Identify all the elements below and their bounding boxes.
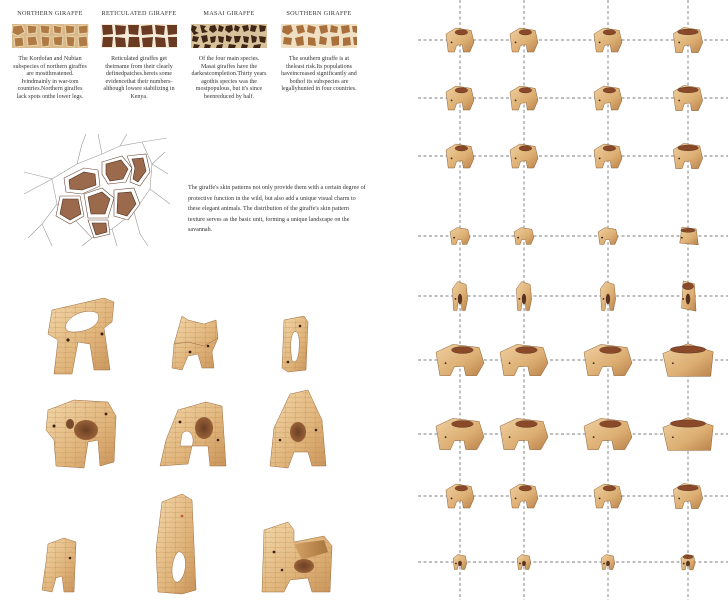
southern-pattern-swatch: [281, 24, 357, 48]
sculpture-small-stand: [42, 538, 76, 592]
grid-module: [450, 228, 470, 245]
species-panel-reticulated: [101, 10, 177, 102]
species-panel-northern: [12, 10, 88, 102]
sculpture-peak: [270, 390, 326, 468]
sculpture-arch-wide: [48, 298, 114, 374]
species-title: SOUTHERN GIRAFFE: [286, 10, 352, 17]
sculpture-block-cave: [46, 400, 116, 468]
grid-module: [682, 281, 696, 311]
grid-module: [510, 144, 538, 168]
grid-module: [452, 282, 467, 311]
grid-module: [446, 28, 474, 52]
reticulated-pattern-swatch: [101, 24, 177, 48]
grid-module: [446, 484, 474, 508]
grid-module: [663, 418, 713, 451]
grid-module: [510, 28, 538, 52]
species-description: Reticulated giraffes get theirname from their clearly definedpatches.hereis some evidencethat their numbers-although lowsre stabilizing in Kenya.: [103, 56, 175, 100]
grid-module: [500, 418, 548, 449]
grid-module: [584, 418, 632, 449]
sculpture-hollow-arch: [160, 402, 226, 466]
sculpture-seat-cave: [262, 522, 332, 592]
species-title: MASAI GIRAFFE: [203, 10, 255, 17]
masai-pattern-swatch: [191, 24, 267, 48]
grid-module: [446, 144, 474, 168]
grid-module: [514, 228, 534, 245]
grid-module: [594, 484, 622, 508]
grid-module: [516, 282, 531, 311]
module-grid-matrix: [416, 0, 728, 600]
species-panel-masai: [191, 10, 267, 102]
species-title: RETICULATED GIRAFFE: [101, 10, 177, 17]
skin-pattern-paragraph: The giraffe's skin patterns not only provide them with a certain degree of protective function in the wild, but also add a unique visual charm to these elegant animals. The distribution of the giraffe's skin pattern texture serves as the basic unit, forming a unique landscape on the savannah.: [188, 185, 366, 234]
sculpture-tall-slot: [156, 494, 196, 594]
grid-module: [598, 228, 618, 245]
species-panel-southern: [281, 10, 357, 94]
grid-module: [680, 227, 699, 245]
voronoi-pattern-diagram: [22, 134, 172, 246]
grid-module: [600, 282, 615, 311]
sculpture-gallery: [32, 290, 362, 600]
grid-module: [594, 28, 622, 52]
sculpture-chair: [172, 316, 218, 370]
grid-module: [510, 484, 538, 508]
grid-module: [673, 27, 702, 52]
sculpture-pillar-slot: [282, 316, 308, 372]
grid-module: [436, 418, 484, 449]
grid-module: [673, 483, 702, 508]
species-description: The southern giraffe is at theleast risk.Its populations haveincreased significantly and bothof its subspecies are legallyhunted in four countries.: [281, 56, 357, 93]
species-description: The Kordofan and Nubian subspecies of northern giraffes are mostthreatened. Ivindmainly in war-tom countries.Northern giraffes lack spots onthe lower legs.: [13, 56, 87, 100]
species-title: NORTHERN GIRAFFE: [17, 10, 83, 17]
northern-pattern-swatch: [12, 24, 88, 48]
grid-module: [673, 143, 702, 168]
grid-module: [663, 344, 713, 377]
species-description: Of the four main species. Masai giraffes have the darkestcompletion.Thirty years agothis species was the mostpopulous, but it's since beenreduced by half.: [191, 56, 267, 100]
grid-module: [594, 144, 622, 168]
